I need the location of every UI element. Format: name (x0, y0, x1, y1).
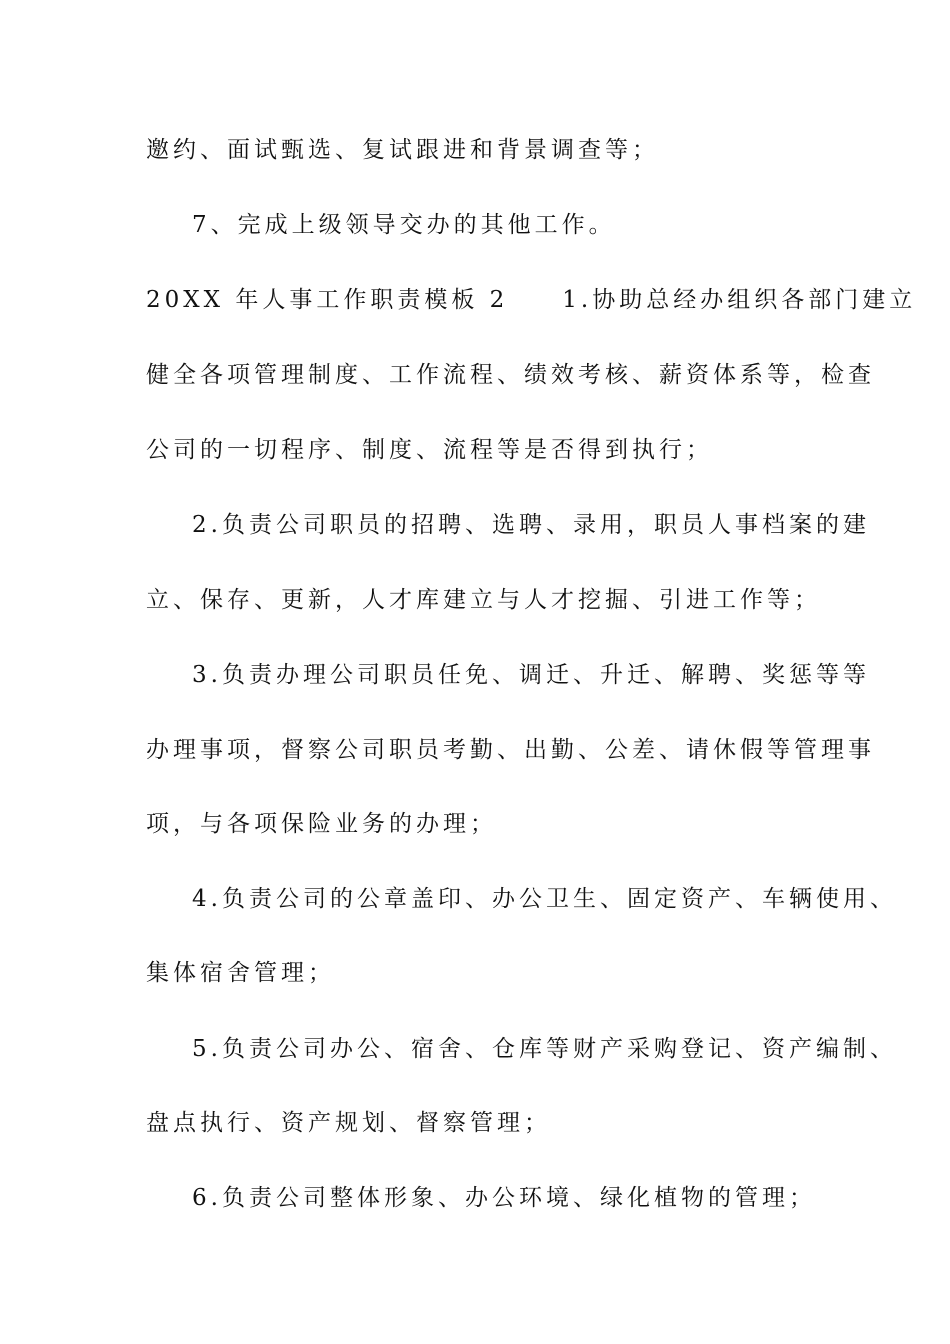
section-heading-line: 20XX 年人事工作职责模板 2 1.协助总经办组织各部门建立 (146, 287, 917, 313)
text-line-13: 5.负责公司办公、宿舍、仓库等财产采购登记、资产编制、 (192, 1036, 897, 1062)
text-line-15: 6.负责公司整体形象、办公环境、绿化植物的管理； (192, 1185, 816, 1211)
text-line-14: 盘点执行、资产规划、督察管理； (146, 1110, 551, 1136)
text-line-2: 7、完成上级领导交办的其他工作。 (192, 212, 616, 238)
text-line-5: 公司的一切程序、制度、流程等是否得到执行； (146, 437, 713, 463)
text-line-6: 2.负责公司职员的招聘、选聘、录用，职员人事档案的建 (192, 512, 870, 538)
text-line-11: 4.负责公司的公章盖印、办公卫生、固定资产、车辆使用、 (192, 886, 897, 912)
text-line-1: 邀约、面试甄选、复试跟进和背景调查等； (146, 137, 659, 163)
text-line-7: 立、保存、更新，人才库建立与人才挖掘、引进工作等； (146, 587, 821, 613)
text-line-8: 3.负责办理公司职员任免、调迁、升迁、解聘、奖惩等等 (192, 662, 870, 688)
text-line-12: 集体宿舍管理； (146, 960, 335, 986)
text-line-9: 办理事项，督察公司职员考勤、出勤、公差、请休假等管理事 (146, 737, 875, 763)
text-line-4: 健全各项管理制度、工作流程、绩效考核、薪资体系等，检查 (146, 362, 875, 388)
text-line-10: 项，与各项保险业务的办理； (146, 811, 497, 837)
